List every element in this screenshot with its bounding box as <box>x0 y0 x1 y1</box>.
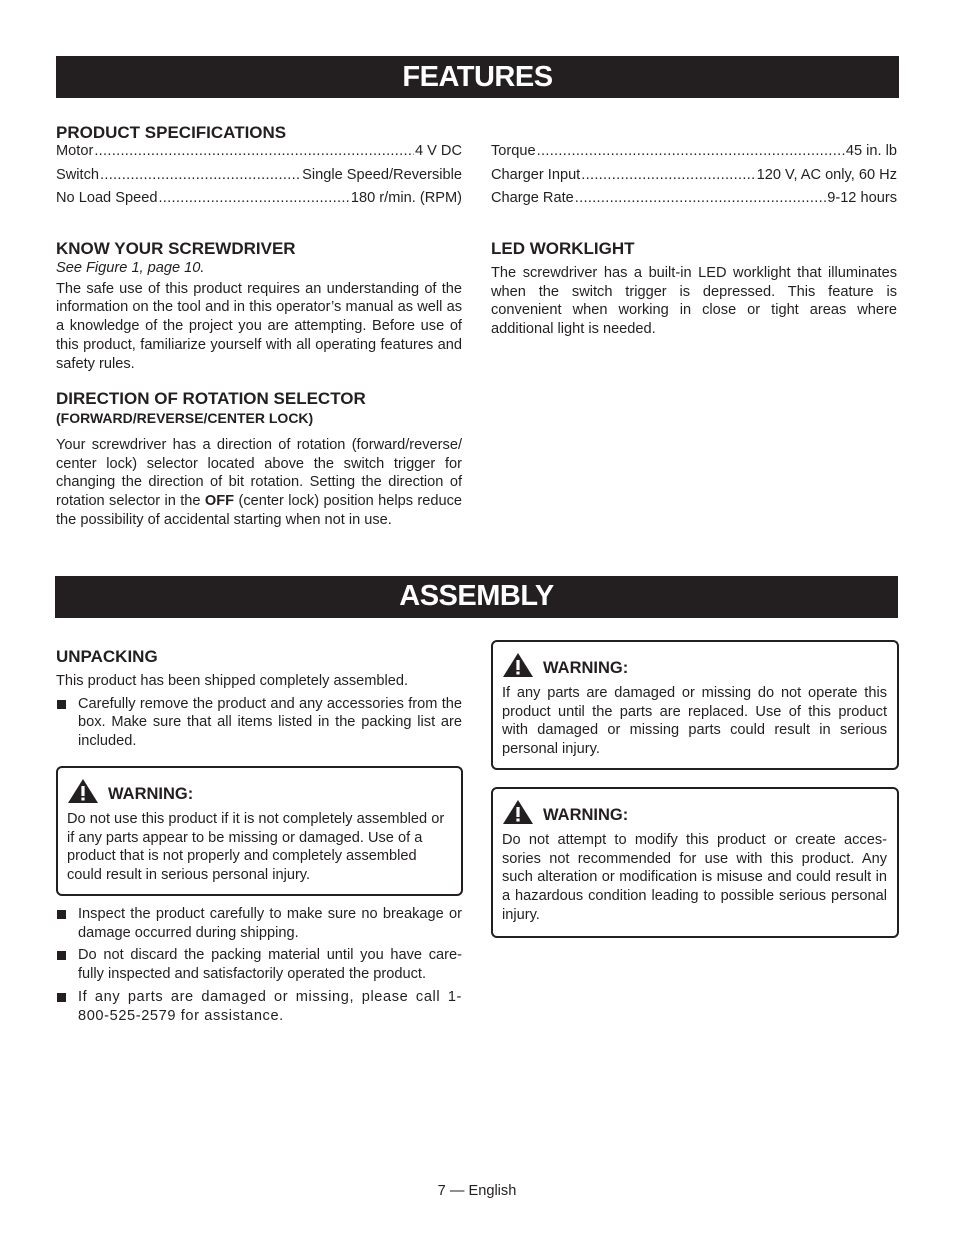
spec-row: Motor ..... 4 V DC <box>56 140 462 164</box>
bullet-square-icon <box>57 993 66 1002</box>
spec-row: No Load Speed ..... 180 r/min. (RPM) <box>56 187 462 211</box>
led-section <box>491 239 897 339</box>
unpacking-heading: UNPACKING <box>56 647 158 666</box>
unpacking-list-continued <box>56 905 462 1025</box>
features-banner: FEATURES <box>56 56 899 98</box>
warning-title: WARNING: <box>543 805 629 824</box>
spec-row: Switch ..... Single Speed/Reversible <box>56 164 462 188</box>
warning-body: Do not use this product if it is not completely assembled or if any parts appear to be missing or damaged. Use of a product that is not properly and completely assembled could result in serious personal injury. <box>67 811 445 884</box>
spec-row: Charge Rate ..... 9-12 hours <box>491 187 897 211</box>
warning-header <box>502 797 887 827</box>
unpacking-section-continued <box>56 905 462 1025</box>
spec-row: Charger Input ..... 120 V, AC only, 60 Hz <box>491 164 897 188</box>
warning-box <box>56 766 463 896</box>
list-item: Inspect the product carefully to make sure no breakage or damage occurred during shipping. <box>56 905 462 942</box>
led-body: The screwdriver has a built-in LED worklight that illuminates when the switch trigger is depressed. This feature is convenient when working in close or tight areas where additional light is needed. <box>491 265 897 338</box>
rotation-body: Your screwdriver has a direction of rotation (forward/reverse/ center lock) selector located above the switch trigger for changing the direction of bit rotation. Setting the direction of rotation selector in the OFF (center lock) position helps reduce the possibility of accidental starting when not in use. <box>56 437 462 528</box>
warning-triangle-icon <box>502 799 534 825</box>
rotation-heading: DIRECTION OF ROTATION SELECTOR <box>56 389 366 408</box>
bullet-square-icon <box>57 951 66 960</box>
warning-body: If any parts are damaged or missing do not operate this product until the parts are replaced. Use of this product with damaged or missing parts could result in serious personal injury. <box>502 685 887 758</box>
unpacking-intro: This product has been shipped completely assembled. <box>56 673 409 689</box>
figure-reference: See Figure 1, page 10. <box>56 260 205 276</box>
rotation-subheading: (FORWARD/REVERSE/CENTER LOCK) <box>56 410 314 426</box>
product-specs-right <box>491 140 897 211</box>
assembly-banner: ASSEMBLY <box>55 576 898 618</box>
list-item: Do not discard the packing material until you have care- fully inspected and satisfactorily operated the product. <box>56 946 462 983</box>
warning-box <box>491 640 899 770</box>
warning-body: Do not attempt to modify this product or create acces- sories not recommended for use with this product. Any such alteration or modification is misuse and could result in a hazardous condition leading to possible serious personal injury. <box>502 832 887 923</box>
led-heading: LED WORKLIGHT <box>491 239 635 258</box>
warning-triangle-icon <box>502 652 534 678</box>
know-body: The safe use of this product requires an understanding of the information on the tool and in this operator’s manual as well as a knowledge of the project you are attempting. Before use of this product, familiarize yourself with all operating features and safety rules. <box>56 280 462 372</box>
warning-triangle-icon <box>67 778 99 804</box>
unpacking-section <box>56 647 462 751</box>
warning-title: WARNING: <box>108 784 194 803</box>
warning-header <box>67 776 451 806</box>
know-section <box>56 239 462 373</box>
unpacking-list <box>56 695 462 751</box>
spec-row: Torque ..... 45 in. lb <box>491 140 897 164</box>
warning-title: WARNING: <box>543 658 629 677</box>
bullet-square-icon <box>57 910 66 919</box>
list-item: If any parts are damaged or missing, please call 1-800-525-2579 for assistance. <box>56 988 462 1025</box>
page-number: 7 — English <box>437 1183 517 1199</box>
product-specs-left <box>56 123 462 211</box>
product-specs-heading: PRODUCT SPECIFICATIONS <box>56 123 287 142</box>
rotation-section <box>56 389 462 530</box>
know-heading: KNOW YOUR SCREWDRIVER <box>56 239 296 258</box>
warning-header <box>502 650 887 680</box>
list-item: Carefully remove the product and any accessories from the box. Make sure that all items listed in the packing list are included. <box>56 695 462 751</box>
warning-box <box>491 787 899 938</box>
bullet-square-icon <box>57 700 66 709</box>
